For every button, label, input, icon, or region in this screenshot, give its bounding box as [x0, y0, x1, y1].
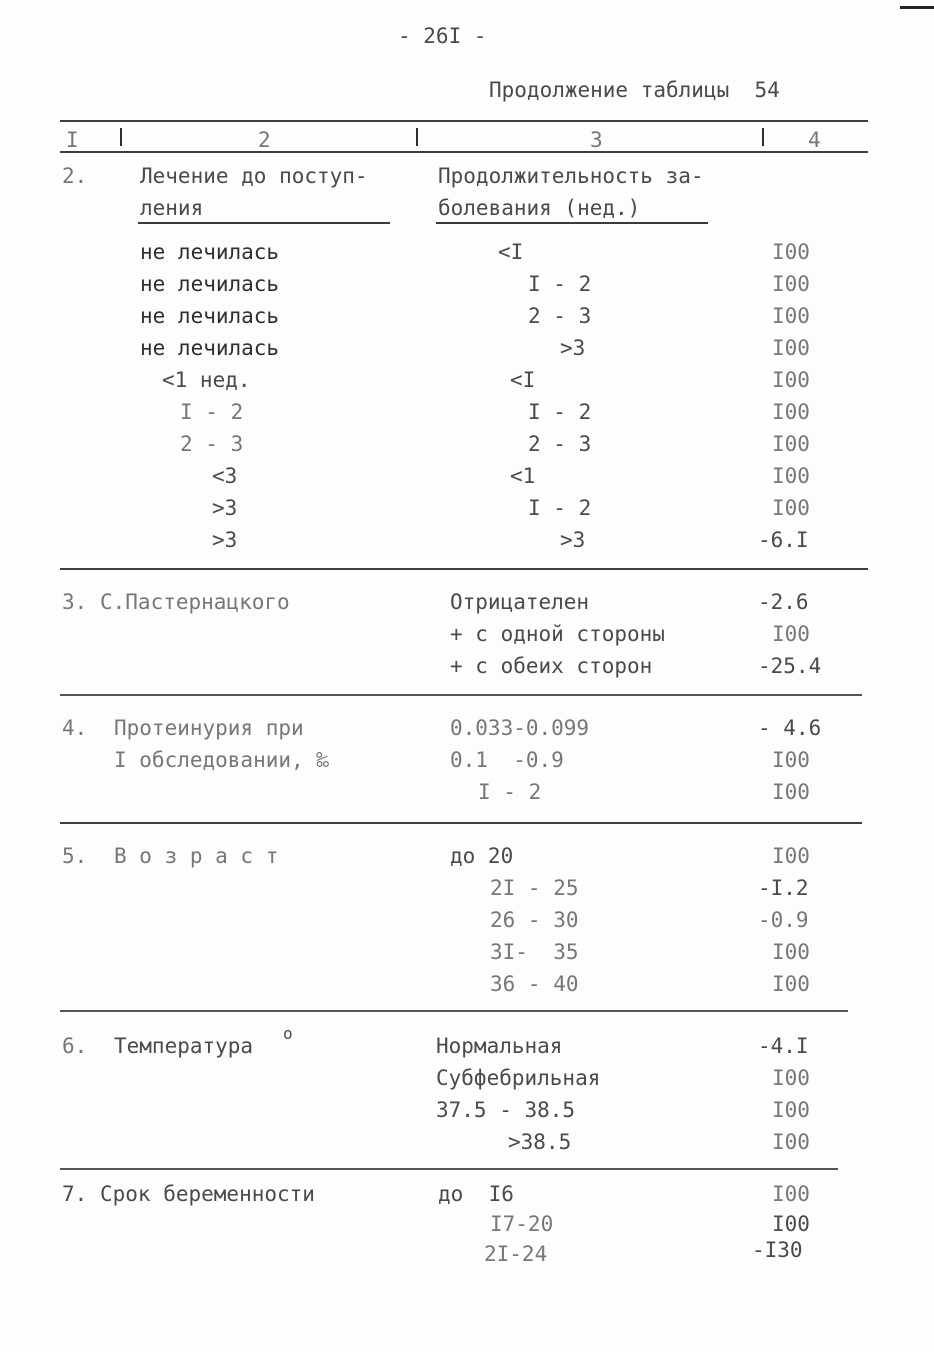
section-number: 3. — [62, 590, 88, 614]
coefficient-value: -6.I — [758, 528, 809, 552]
section-rule — [60, 568, 868, 570]
factor-name: Температура — [114, 1034, 254, 1058]
gradation-value: I - 2 — [528, 400, 592, 424]
coefficient-value: I00 — [772, 1130, 810, 1154]
section-rule — [60, 1168, 838, 1170]
coefficient-value: -4.I — [758, 1034, 809, 1058]
column-separator — [762, 128, 764, 146]
gradation-value: 0.1 -0.9 — [450, 748, 564, 772]
gradation-value: 2I - 25 — [490, 876, 579, 900]
gradation-value: <I — [498, 240, 524, 264]
col-header-2: 2 — [258, 128, 271, 152]
coefficient-value: I00 — [772, 1066, 810, 1090]
col-header-1: I — [66, 128, 79, 152]
corner-mark — [900, 6, 934, 9]
treatment-value: <3 — [212, 464, 238, 488]
degree-mark: о — [283, 1024, 293, 1043]
gradation-value: 37.5 - 38.5 — [436, 1098, 576, 1122]
treatment-value: не лечилась — [140, 336, 280, 360]
gradation-value: >3 — [560, 336, 586, 360]
gradation-value: I - 2 — [478, 780, 542, 804]
coefficient-value: I00 — [772, 1182, 810, 1206]
section-rule — [60, 1010, 848, 1012]
coefficient-value: I00 — [772, 432, 810, 456]
coefficient-value: I00 — [772, 1098, 810, 1122]
section-number: 4. — [62, 716, 88, 740]
gradation-value: I7-20 — [490, 1212, 554, 1236]
section-rule — [60, 694, 862, 696]
gradation-value: <I — [510, 368, 536, 392]
coefficient-value: I00 — [772, 972, 810, 996]
gradation-value: до I6 — [438, 1182, 514, 1206]
section-number: 6. — [62, 1034, 88, 1058]
column-separator — [416, 128, 418, 146]
coefficient-value: -0.9 — [758, 908, 809, 932]
gradation-value: 0.033-0.099 — [450, 716, 590, 740]
factor-name: С.Пастернацкого — [100, 590, 290, 614]
coefficient-value: I00 — [772, 304, 810, 328]
coefficient-value: I00 — [772, 622, 810, 646]
factor-name: Протеинурия при — [114, 716, 304, 740]
treatment-value: >3 — [212, 528, 238, 552]
coefficient-value: I00 — [772, 400, 810, 424]
treatment-value: не лечилась — [140, 304, 280, 328]
coefficient-value: I00 — [772, 240, 810, 264]
coefficient-value: -2.6 — [758, 590, 809, 614]
section-number: 2. — [62, 164, 88, 188]
treatment-value: <1 нед. — [162, 368, 251, 392]
underline — [138, 222, 390, 224]
treatment-value: не лечилась — [140, 240, 280, 264]
coefficient-value: -25.4 — [758, 654, 822, 678]
gradation-value: Нормальная — [436, 1034, 563, 1058]
gradation-value: 2 - 3 — [528, 432, 592, 456]
factor-name: Срок беременности — [100, 1182, 315, 1206]
gradation-header: Продолжительность за- — [438, 164, 704, 188]
gradation-value: >38.5 — [508, 1130, 572, 1154]
page-number: - 26I - — [398, 24, 487, 48]
col-header-4: 4 — [808, 128, 821, 152]
section-number: 7. — [62, 1182, 88, 1206]
coefficient-value: I00 — [772, 940, 810, 964]
gradation-value: 3I- 35 — [490, 940, 579, 964]
coefficient-value: I00 — [772, 780, 810, 804]
coefficient-value: I00 — [772, 748, 810, 772]
section-rule — [60, 822, 862, 824]
header-bottom-rule — [60, 151, 868, 153]
factor-name: ления — [140, 196, 204, 220]
gradation-value: >3 — [560, 528, 586, 552]
gradation-value: + с одной стороны — [450, 622, 665, 646]
coefficient-value: I00 — [772, 368, 810, 392]
underline — [436, 222, 708, 224]
coefficient-value: I00 — [772, 272, 810, 296]
column-separator — [120, 128, 122, 146]
coefficient-value: I00 — [772, 464, 810, 488]
gradation-header: болевания (нед.) — [438, 196, 641, 220]
factor-name: I обследовании, ‰ — [114, 748, 329, 772]
factor-name: В о з р а с т — [114, 844, 279, 868]
table-caption: Продолжение таблицы 54 — [489, 78, 780, 102]
table-top-rule — [60, 120, 868, 122]
gradation-value: 2I-24 — [484, 1242, 548, 1266]
gradation-value: <1 — [510, 464, 536, 488]
gradation-value: 2 - 3 — [528, 304, 592, 328]
treatment-value: I - 2 — [180, 400, 244, 424]
col-header-3: 3 — [590, 128, 603, 152]
coefficient-value: I00 — [772, 844, 810, 868]
factor-name: Лечение до поступ- — [140, 164, 368, 188]
gradation-value: до 20 — [450, 844, 514, 868]
treatment-value: 2 - 3 — [180, 432, 244, 456]
gradation-value: 36 - 40 — [490, 972, 579, 996]
section-number: 5. — [62, 844, 88, 868]
treatment-value: не лечилась — [140, 272, 280, 296]
coefficient-value: I00 — [772, 336, 810, 360]
gradation-value: 26 - 30 — [490, 908, 579, 932]
coefficient-value: I00 — [772, 1212, 810, 1236]
gradation-value: I - 2 — [528, 272, 592, 296]
coefficient-value: I00 — [772, 496, 810, 520]
coefficient-value: -I30 — [752, 1238, 803, 1262]
coefficient-value: -I.2 — [758, 876, 809, 900]
coefficient-value: - 4.6 — [758, 716, 822, 740]
gradation-value: Отрицателен — [450, 590, 590, 614]
gradation-value: + с обеих сторон — [450, 654, 653, 678]
gradation-value: I - 2 — [528, 496, 592, 520]
gradation-value: Субфебрильная — [436, 1066, 601, 1090]
treatment-value: >3 — [212, 496, 238, 520]
